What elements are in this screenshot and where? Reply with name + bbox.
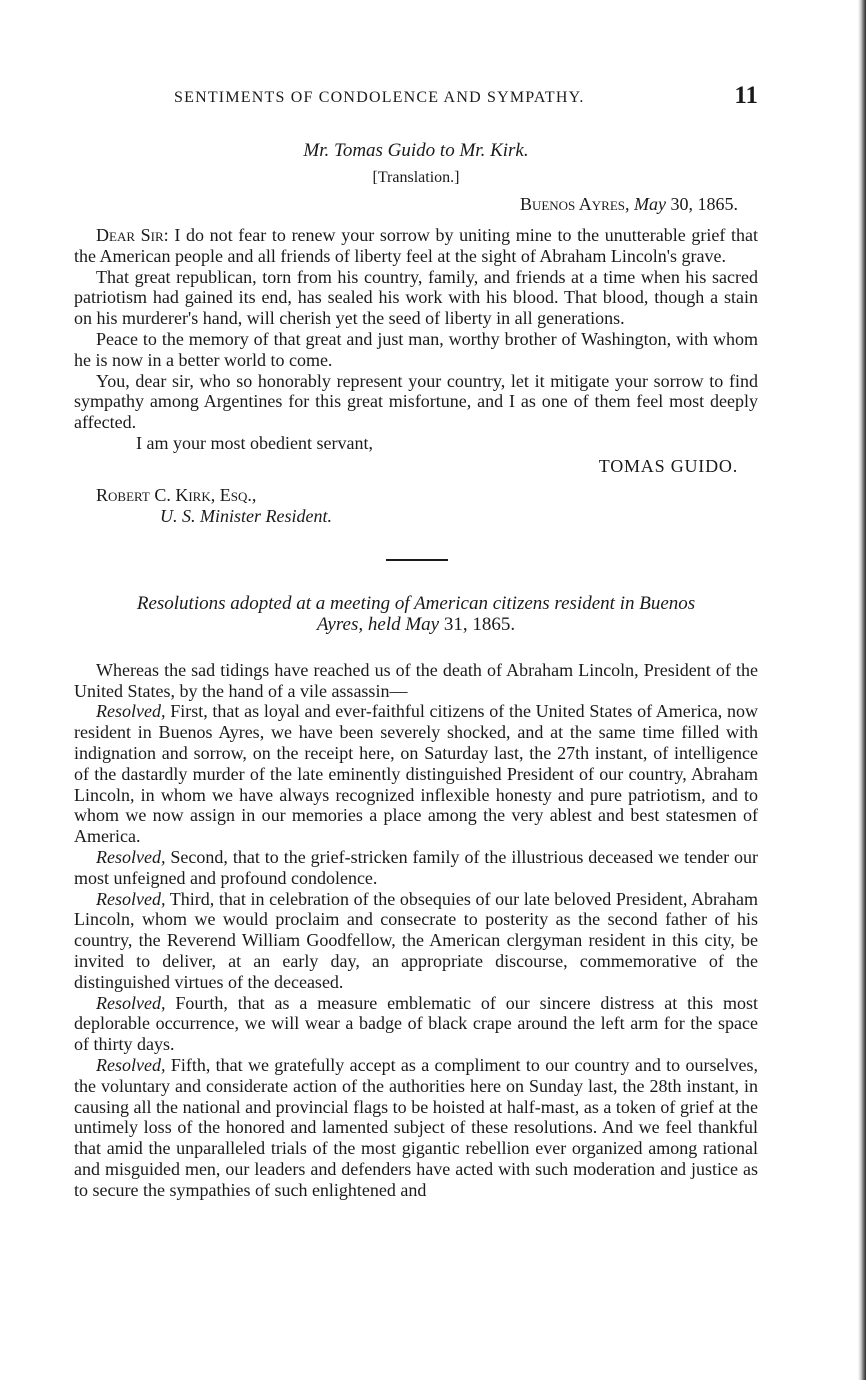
translation-note: [Translation.] xyxy=(372,169,460,186)
whereas-paragraph: Whereas the sad tidings have reached us of the death of Abraham Lincoln, President of the United States, by the hand of a vile assassin— xyxy=(74,659,758,701)
letter-title: Mr. Tomas Guido to Mr. Kirk. xyxy=(303,140,529,161)
resolution-fourth-label: Resolved, xyxy=(96,992,166,1013)
letter-signature: TOMAS GUIDO. xyxy=(598,455,738,476)
page-edge-shadow xyxy=(858,0,866,1380)
addressee-name: Robert C. Kirk, Esq., xyxy=(96,484,257,505)
resolutions-heading-date: 31, 1865. xyxy=(443,613,516,635)
resolution-second-text: Second, that to the grief-stricken family of the illustrious deceased we tender our most unfeigned and profound condolence. xyxy=(74,846,759,888)
dateline-month: May xyxy=(634,194,666,214)
resolution-third xyxy=(74,889,758,993)
letter-paragraph-3: Peace to the memory of that great and just man, worthy brother of Washington, with whom he is now in a better world to come. xyxy=(74,328,758,370)
running-head: SENTIMENTS OF CONDOLENCE AND SYMPATHY. xyxy=(174,89,585,106)
letter-paragraph-1 xyxy=(74,225,758,267)
addressee-block xyxy=(74,485,758,527)
resolutions-heading-line-1: Resolutions adopted at a meeting of American citizens resident in Buenos xyxy=(136,592,696,614)
resolution-fourth xyxy=(74,993,758,1055)
resolution-second xyxy=(74,847,758,889)
letter-closing: I am your most obedient servant, xyxy=(136,432,373,453)
resolution-fifth-label: Resolved, xyxy=(96,1054,166,1075)
resolution-third-text: Third, that in celebration of the obsequies of our late beloved President, Abraham Lincoln, whom we would proclaim and consecrate to posterity as the second father of his country, the Reverend William Goodfellow, the American clergyman resident in this city, be invited to deliver, at an early day, an appropriate discourse, commemorative of the distinguished virtues of the deceased. xyxy=(74,888,758,992)
page-header xyxy=(74,80,758,118)
dateline xyxy=(74,194,758,215)
resolution-first-label: Resolved, xyxy=(96,701,166,722)
resolution-third-label: Resolved, xyxy=(96,888,166,909)
addressee-title: U. S. Minister Resident. xyxy=(160,505,332,526)
letter-paragraph-2: That great republican, torn from his country, family, and friends at a time when his sacred patriotism had gained its end, has sealed his work with his blood. That blood, though a stain on his murderer's hand, will cherish yet the seed of liberty in all generations. xyxy=(74,266,758,329)
letter-paragraph-4: You, dear sir, who so honorably represent your country, let it mitigate your sorrow to find sympathy among Argentines for this great misfortune, and I as one of them feel most deeply affected. xyxy=(74,370,758,433)
salutation: Dear Sir: xyxy=(96,225,169,245)
resolution-fifth xyxy=(74,1055,758,1201)
section-divider xyxy=(386,559,448,561)
resolution-first-text: First, that as loyal and ever-faithful citizens of the United States of America, now resident in Buenos Ayres, we have been severely shocked, and at the same time filled with indignation and sorrow, on the receipt here, on Saturday last, the 27th instant, of intelligence of the dastardly murder of the late eminently distinguished President of our country, Abraham Lincoln, in whom we have always recognized inflexible honesty and pure patriotism, and to whom we now assign in our memories a place among the very ablest and best statesmen of America. xyxy=(74,701,758,847)
resolutions-heading-italic: Ayres, held May xyxy=(316,613,440,635)
resolutions-body xyxy=(74,660,758,1201)
dateline-place: Buenos Ayres, xyxy=(519,194,630,214)
document-page xyxy=(74,80,758,1200)
resolution-fourth-text: Fourth, that as a measure emblematic of our sincere distress at this most deplorable occurrence, we will wear a badge of black crape around the left arm for the space of thirty days. xyxy=(74,992,758,1055)
resolution-first xyxy=(74,701,758,847)
dateline-rest: 30, 1865. xyxy=(670,194,738,214)
resolution-fifth-text: Fifth, that we gratefully accept as a compliment to our country and to ourselves, the voluntary and considerate action of the authorities here on Sunday last, the 28th instant, in causing all the national and provincial flags to be hoisted at half-mast, as a token of grief at the untimely loss of the honored and lamented subject of these resolutions. And we feel thankful that amid the unparalleled trials of the most gigantic rebellion ever organized among rational and misguided men, our leaders and defenders have acted with such moderation and justice as to secure the sympathies of such enlightened and xyxy=(74,1054,758,1200)
resolutions-heading xyxy=(74,593,758,635)
page-number: 11 xyxy=(734,82,758,109)
resolutions-heading-line-2 xyxy=(74,614,758,635)
letter-paragraph-1-text: I do not fear to renew your sorrow by uniting mine to the unutterable grief that the American people and all friends of liberty feel at the sight of Abraham Lincoln's grave. xyxy=(74,225,758,266)
resolution-second-label: Resolved, xyxy=(96,846,166,867)
